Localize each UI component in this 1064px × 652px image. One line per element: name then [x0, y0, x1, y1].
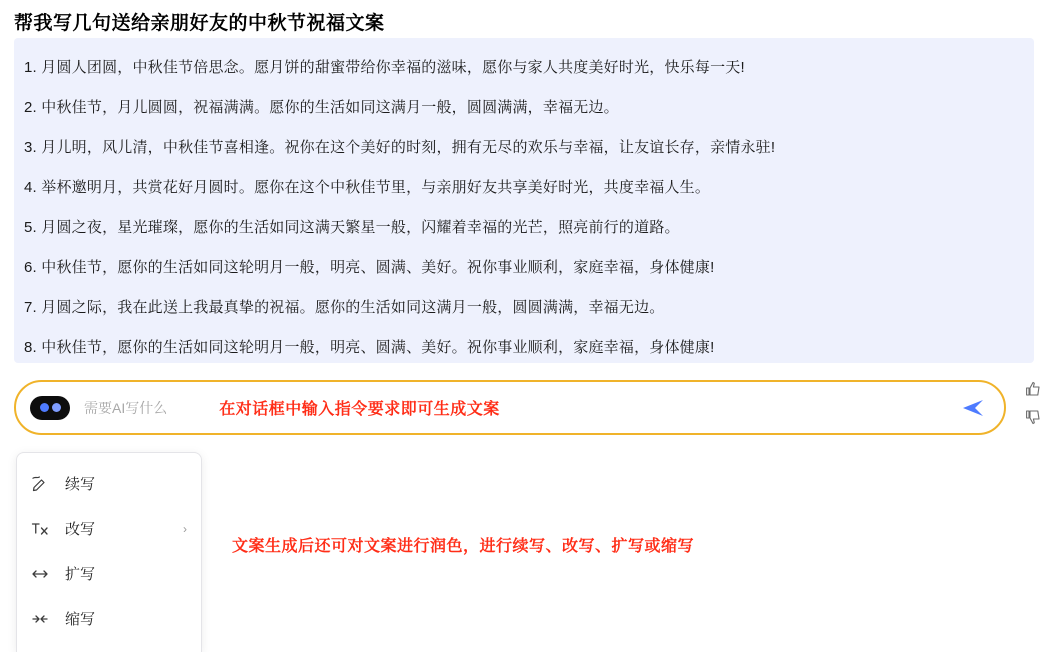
- rewrite-icon: [31, 520, 57, 538]
- thumbs-up-icon[interactable]: [1025, 381, 1041, 397]
- menu-item-continue-writing[interactable]: [17, 461, 201, 506]
- ai-assistant-icon: [30, 396, 70, 420]
- prompt-input-placeholder[interactable]: 需要AI写什么: [84, 399, 168, 416]
- continue-writing-icon: [31, 475, 57, 493]
- send-icon[interactable]: [962, 398, 984, 418]
- ai-prompt-input-bar[interactable]: [14, 380, 1006, 435]
- result-line: 3. 月儿明，风儿清，中秋佳节喜相逢。祝你在这个美好的时刻，拥有无尽的欢乐与幸福，让友谊长存，亲情永驻!: [24, 139, 776, 156]
- result-line: 4. 举杯邀明月，共赏花好月圆时。愿你在这个中秋佳节里，与亲朋好友共享美好时光，共度幸福人生。: [24, 179, 711, 196]
- prompt-hint-annotation: 在对话框中输入指令要求即可生成文案: [219, 401, 500, 418]
- expand-icon: [31, 565, 57, 583]
- polish-context-menu: [16, 452, 202, 652]
- generated-text-panel: [14, 38, 1034, 363]
- result-line: 7. 月圆之际，我在此送上我最真挚的祝福。愿你的生活如同这满月一般，圆圆满满，幸福无边。: [24, 299, 665, 316]
- result-line: 5. 月圆之夜，星光璀璨，愿你的生活如同这满天繁星一般，闪耀着幸福的光芒，照亮前行的道路。: [24, 219, 680, 236]
- chevron-right-icon: ›: [183, 521, 187, 536]
- menu-item-label: 扩写: [65, 566, 96, 583]
- menu-item-label: 缩写: [65, 611, 96, 628]
- menu-item-rewrite[interactable]: [17, 506, 201, 551]
- menu-item-shorten[interactable]: [17, 596, 201, 641]
- thumbs-down-icon[interactable]: [1025, 409, 1041, 425]
- menu-item-expand[interactable]: [17, 551, 201, 596]
- result-line: 2. 中秋佳节，月儿圆圆，祝福满满。愿你的生活如同这满月一般，圆圆满满，幸福无边。: [24, 99, 619, 116]
- result-line: 1. 月圆人团圆，中秋佳节倍思念。愿月饼的甜蜜带给你幸福的滋味，愿你与家人共度美好时光，快乐每一天!: [24, 59, 745, 76]
- feedback-controls: [1022, 381, 1044, 425]
- result-line: 6. 中秋佳节，愿你的生活如同这轮明月一般，明亮、圆满、美好。祝你事业顺利，家庭幸福，身体健康!: [24, 259, 715, 276]
- polish-note-annotation: 文案生成后还可对文案进行润色，进行续写、改写、扩写或缩写: [232, 538, 695, 555]
- page-title: 帮我写几句送给亲朋好友的中秋节祝福文案: [14, 13, 385, 34]
- menu-item-label: 续写: [65, 476, 96, 493]
- shorten-icon: [31, 610, 57, 628]
- menu-item-label: 改写: [65, 521, 96, 538]
- result-line: 8. 中秋佳节，愿你的生活如同这轮明月一般，明亮、圆满、美好。祝你事业顺利，家庭幸福，身体健康!: [24, 339, 715, 356]
